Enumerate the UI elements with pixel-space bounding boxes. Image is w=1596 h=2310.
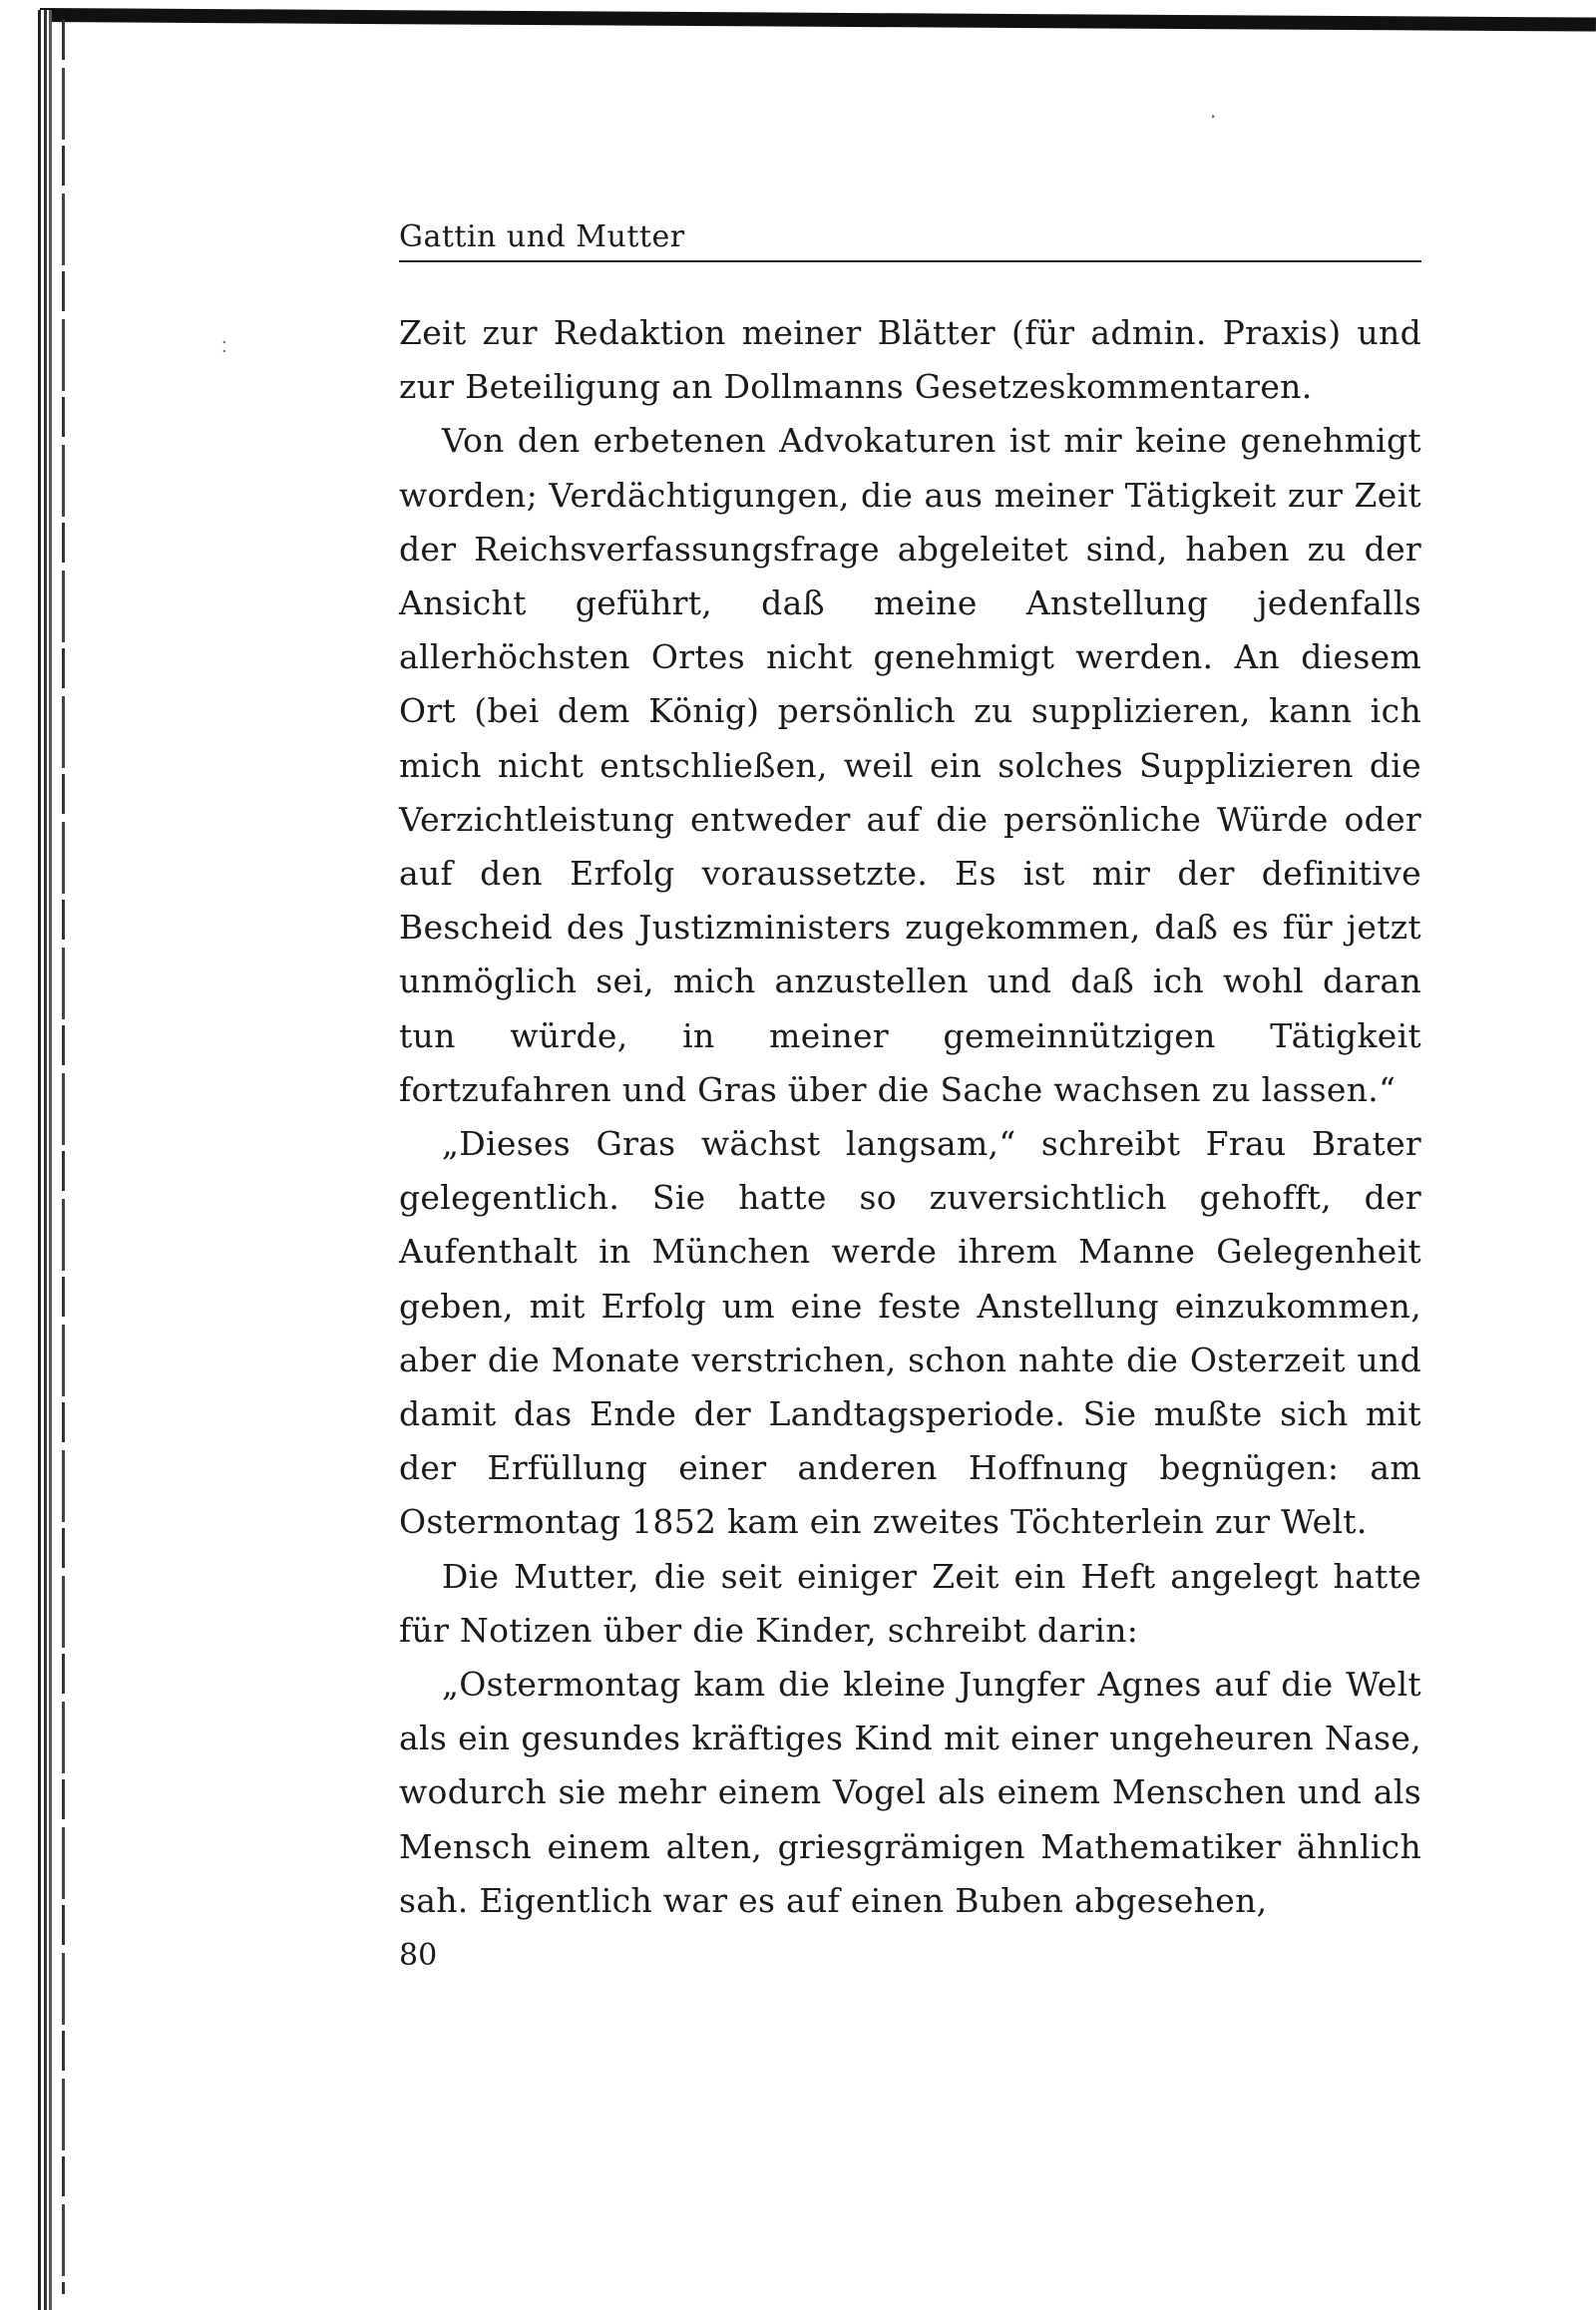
- scan-speck: ·: [1210, 105, 1217, 129]
- page-number: 80: [399, 1938, 438, 1973]
- scan-binding-shadow: [62, 20, 65, 2294]
- scan-speck: ˸: [221, 337, 227, 361]
- scan-left-edge: [38, 10, 52, 2310]
- scan-top-edge: [40, 8, 1596, 32]
- body-text: [399, 306, 1421, 1928]
- running-head: Gattin und Mutter: [399, 219, 1421, 262]
- paragraph: Von den erbetenen Advokaturen ist mir keine genehmigt worden; Verdächtigungen, die aus meiner Tätigkeit zur Zeit der Reichsverfassungsfrage abgeleitet sind, haben zu der Ansicht geführt, daß meine Anstellung jedenfalls allerhöchsten Ortes nicht genehmigt werden. An diesem Ort (bei dem König) persönlich zu supplizieren, kann ich mich nicht entschließen, weil ein solches Supplizieren die Verzichtleistung entweder auf die persönliche Würde oder auf den Erfolg voraussetzte. Es ist mir der definitive Bescheid des Justizministers zugekommen, daß es für jetzt unmöglich sei, mich anzustellen und daß ich wohl daran tun würde, in meiner gemeinnützigen Tätigkeit fortzufahren und Gras über die Sache wachsen zu lassen.“: [399, 421, 1421, 1109]
- paragraph: Die Mutter, die seit einiger Zeit ein Heft angelegt hatte für Notizen über die Kinder, schreibt darin:: [399, 1556, 1421, 1650]
- paragraph: „Ostermontag kam die kleine Jungfer Agnes auf die Welt als ein gesundes kräftiges Kind mit einer ungeheuren Nase, wodurch sie mehr einem Vogel als einem Menschen und als Mensch einem alten, griesgrämigen Mathematiker ähnlich sah. Eigentlich war es auf einen Buben abgesehen,: [399, 1665, 1421, 1920]
- book-page: [399, 219, 1421, 1928]
- paragraph: Zeit zur Redaktion meiner Blätter (für admin. Praxis) und zur Beteiligung an Dollmanns Gesetzeskommentaren.: [399, 313, 1421, 407]
- paragraph: „Dieses Gras wächst langsam,“ schreibt Frau Brater gelegentlich. Sie hatte so zuversichtlich gehofft, der Aufenthalt in München werde ihrem Manne Gelegenheit geben, mit Erfolg um eine feste Anstellung einzukommen, aber die Monate verstrichen, schon nahte die Osterzeit und damit das Ende der Landtagsperiode. Sie mußte sich mit der Erfüllung einer anderen Hoffnung begnügen: am Ostermontag 1852 kam ein zweites Töchterlein zur Welt.: [399, 1124, 1421, 1542]
